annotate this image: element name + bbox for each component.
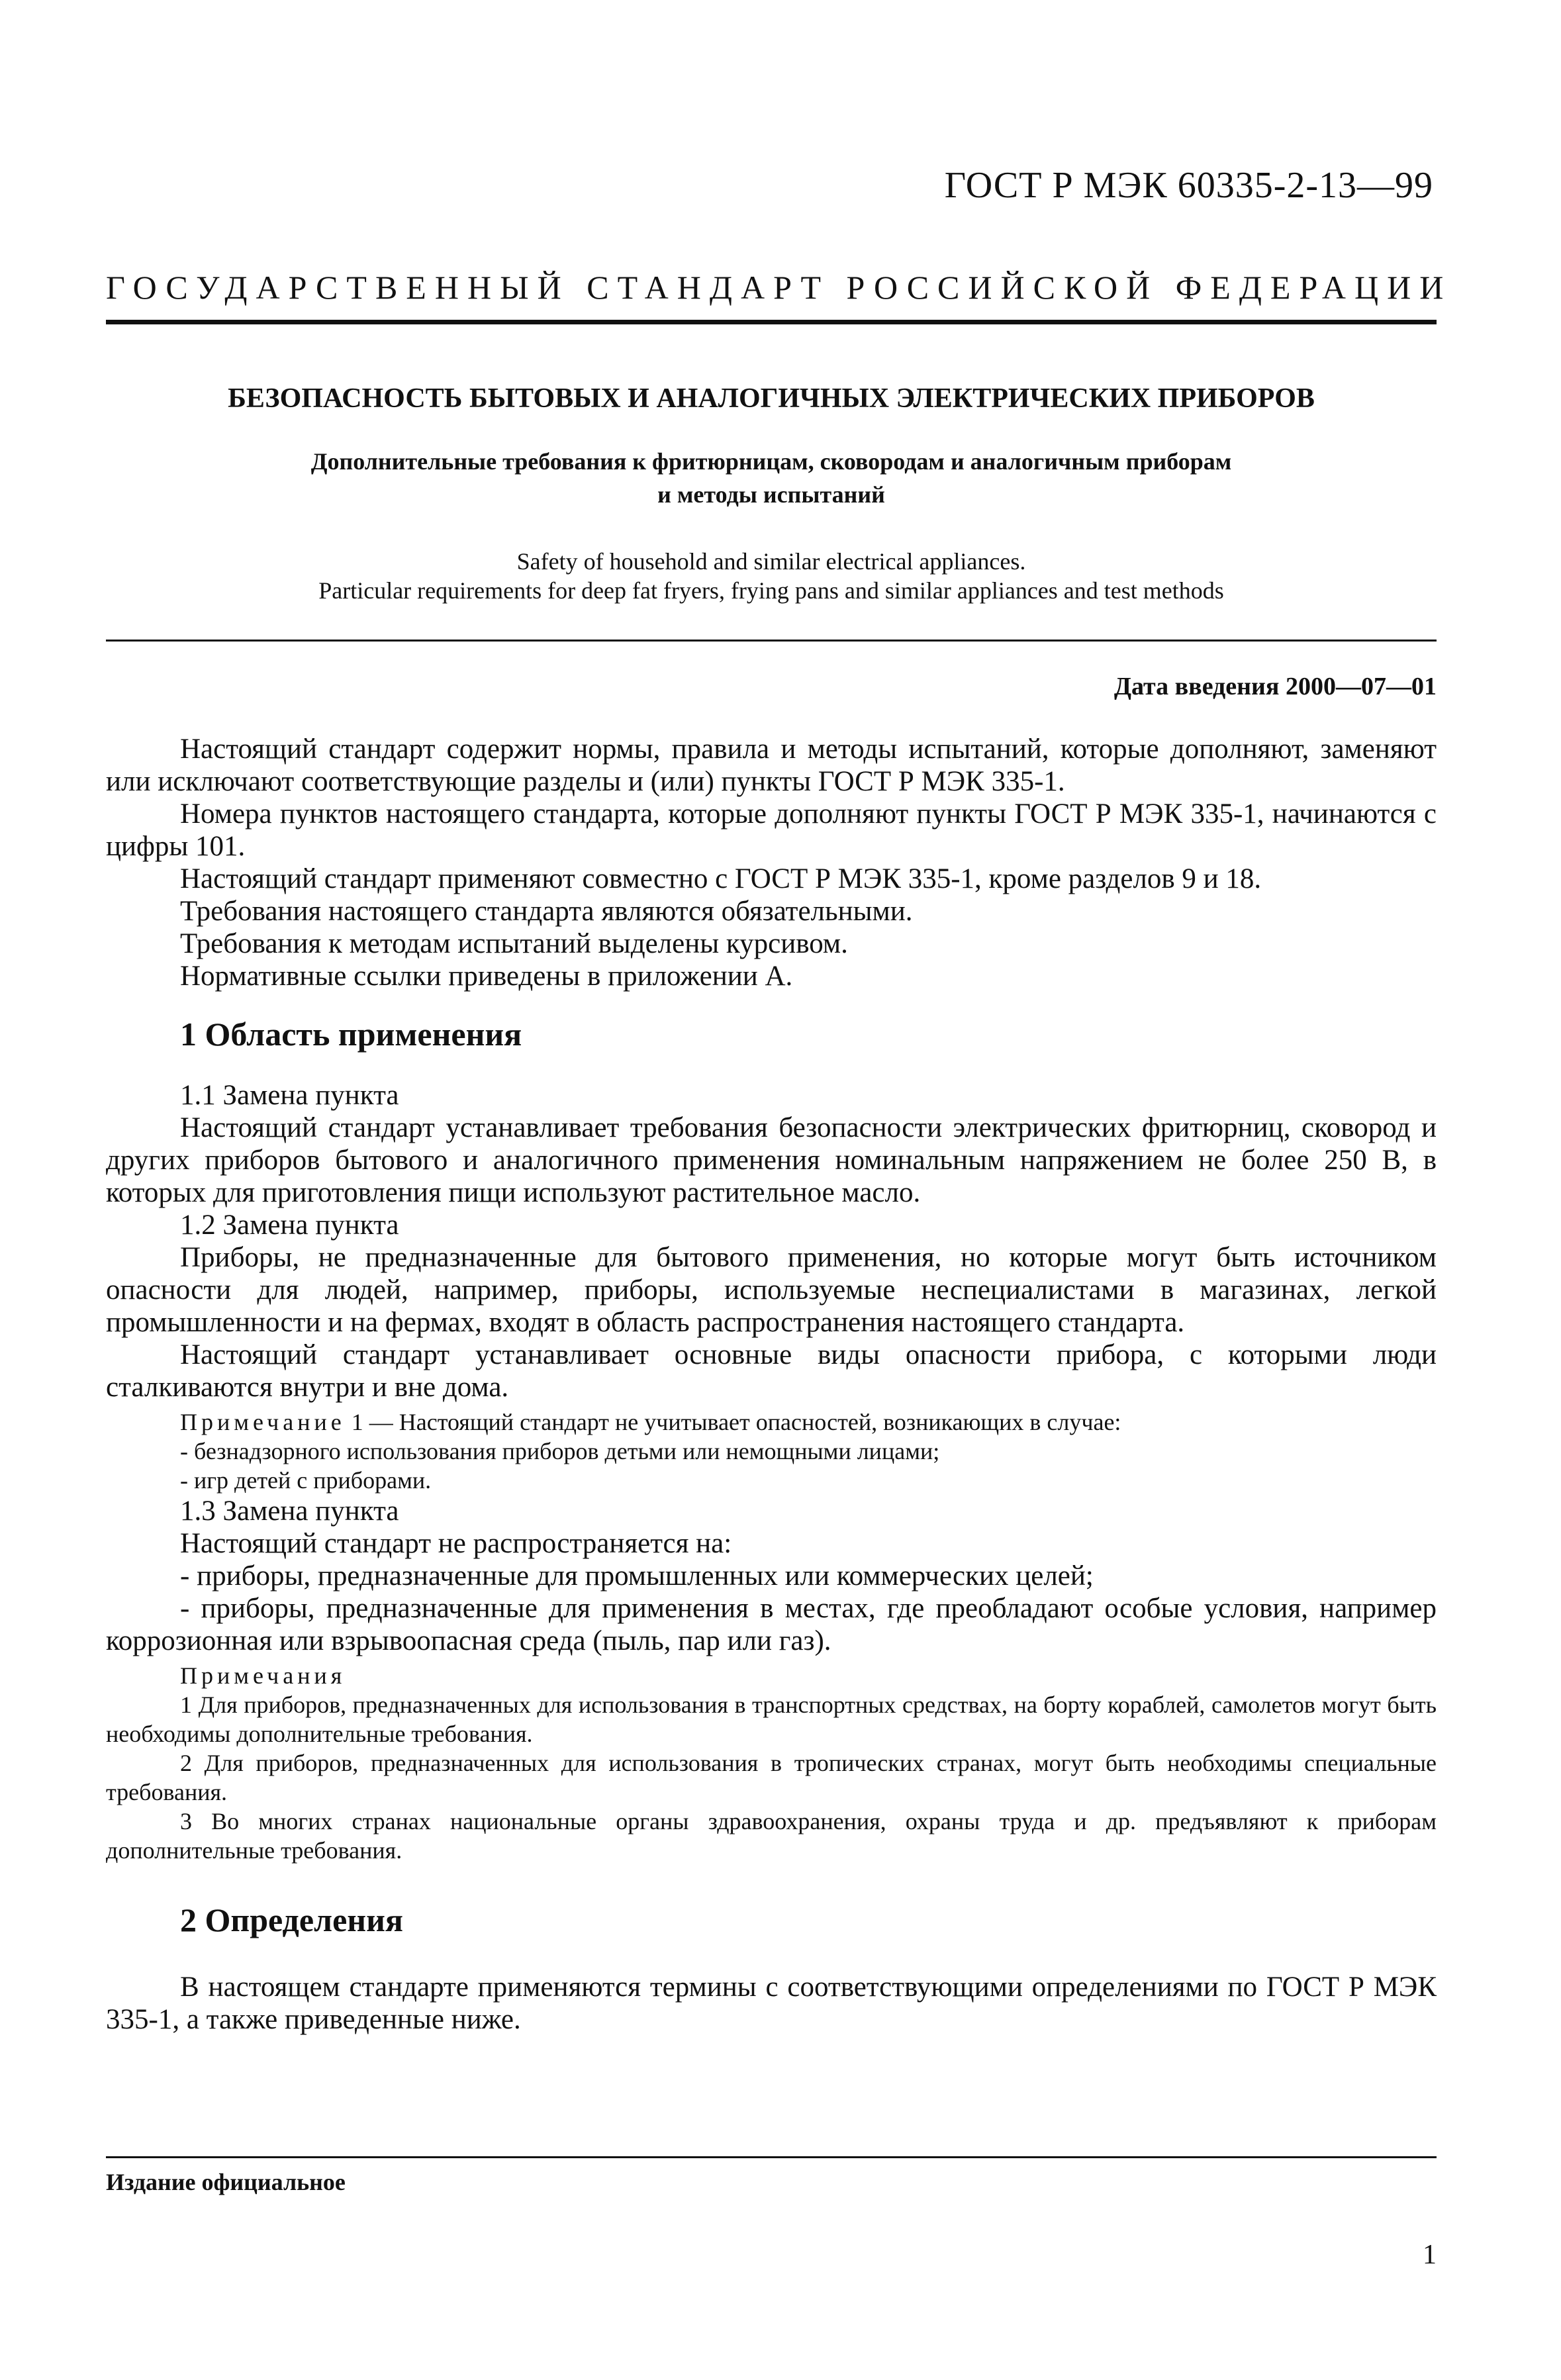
intro-paragraph: Номера пунктов настоящего стандарта, которые дополняют пункты ГОСТ Р МЭК 335-1, начинаются с цифры 101. <box>106 798 1437 862</box>
footer-divider <box>106 2156 1437 2158</box>
introduction-text <box>106 733 1437 992</box>
section-1-body <box>106 1079 1437 1865</box>
clause-1-3-label: 1.3 Замена пункта <box>180 1496 399 1527</box>
clause-1-3-text: Настоящий стандарт не распространяется на: <box>180 1528 732 1559</box>
definitions-text: В настоящем стандарте применяются термины с соответствующими определениями по ГОСТ Р МЭК 335-1, а также приведенные ниже. <box>106 1972 1437 2035</box>
intro-paragraph: Требования к методам испытаний выделены курсивом. <box>180 928 848 959</box>
note-1 <box>106 1407 1437 1437</box>
subtitle-ru <box>106 445 1437 511</box>
intro-paragraph: Требования настоящего стандарта являются обязательными. <box>180 896 913 927</box>
clause-1-3-item: - приборы, предназначенные для промышленных или коммерческих целей; <box>180 1560 1094 1592</box>
note-item: 3 Во многих странах национальные органы здравоохранения, охраны труда и др. предъявляют к приборам дополнительные требования. <box>106 1808 1437 1864</box>
section-1-heading: 1 Область применения <box>180 1016 522 1053</box>
page-number: 1 <box>1423 2240 1437 2270</box>
note-1-label: Примечание <box>180 1409 346 1435</box>
introduction-date: Дата введения 2000—07—01 <box>1113 673 1437 700</box>
clause-1-2-text-a: Приборы, не предназначенные для бытового применения, но которые могут быть источником опасности для людей, например, приборы, используемые неспециалистами в магазинах, легкой промышленности и на фермах, входят в область распространения настоящего стандарта. <box>106 1242 1437 1338</box>
header-divider <box>106 320 1437 324</box>
state-standard-banner: ГОСУДАРСТВЕННЫЙ СТАНДАРТ РОССИЙСКОЙ ФЕДЕРАЦИИ <box>106 269 1452 306</box>
title-en-line-1: Safety of household and similar electrical appliances. <box>516 548 1026 575</box>
subtitle-ru-line-1: Дополнительные требования к фритюрницам, сковородам и аналогичным приборам <box>310 448 1232 475</box>
note-item: 2 Для приборов, предназначенных для использования в тропических странах, могут быть необходимы специальные требования. <box>106 1750 1437 1805</box>
intro-paragraph: Настоящий стандарт содержит нормы, правила и методы испытаний, которые дополняют, заменяют или исключают соответствующие разделы и (или) пункты ГОСТ Р МЭК 335-1. <box>106 734 1437 797</box>
title-en-line-2: Particular requirements for deep fat fryers, frying pans and similar appliances and test methods <box>318 577 1224 604</box>
section-2-heading: 2 Определения <box>180 1901 403 1938</box>
clause-1-2-text-b: Настоящий стандарт устанавливает основные виды опасности прибора, с которыми люди сталкиваются внутри и вне дома. <box>106 1339 1437 1403</box>
clause-1-2-label: 1.2 Замена пункта <box>180 1210 399 1241</box>
note-1-item: - безнадзорного использования приборов детьми или немощными лицами; <box>180 1438 940 1464</box>
clause-1-3-item: - приборы, предназначенные для применения в местах, где преобладают особые условия, например коррозионная или взрывоопасная среда (пыль, пар или газ). <box>106 1593 1437 1656</box>
note-1-text: 1 — Настоящий стандарт не учитывает опасностей, возникающих в случае: <box>345 1409 1121 1435</box>
intro-paragraph: Настоящий стандарт применяют совместно с ГОСТ Р МЭК 335-1, кроме разделов 9 и 18. <box>180 863 1262 894</box>
document-code: ГОСТ Р МЭК 60335-2-13—99 <box>944 165 1433 206</box>
section-2-body <box>106 1971 1437 2036</box>
title-ru: БЕЗОПАСНОСТЬ БЫТОВЫХ И АНАЛОГИЧНЫХ ЭЛЕКТРИЧЕСКИХ ПРИБОРОВ <box>228 383 1315 414</box>
edition-label: Издание официальное <box>106 2169 346 2195</box>
notes-label: Примечания <box>180 1662 346 1689</box>
note-item: 1 Для приборов, предназначенных для использования в транспортных средствах, на борту кораблей, самолетов могут быть необходимы дополнительные требования. <box>106 1691 1437 1747</box>
title-divider <box>106 640 1437 642</box>
intro-paragraph: Нормативные ссылки приведены в приложении А. <box>180 961 793 992</box>
clause-1-1-label: 1.1 Замена пункта <box>180 1080 399 1111</box>
title-en <box>106 547 1437 605</box>
subtitle-ru-line-2: и методы испытаний <box>657 481 885 508</box>
note-1-item: - игр детей с приборами. <box>180 1467 432 1494</box>
clause-1-1-text: Настоящий стандарт устанавливает требования безопасности электрических фритюрниц, сковород и других приборов бытового и аналогичного применения номинальным напряжением не более 250 В, в которых для приготовления пищи используют растительное масло. <box>106 1112 1437 1208</box>
